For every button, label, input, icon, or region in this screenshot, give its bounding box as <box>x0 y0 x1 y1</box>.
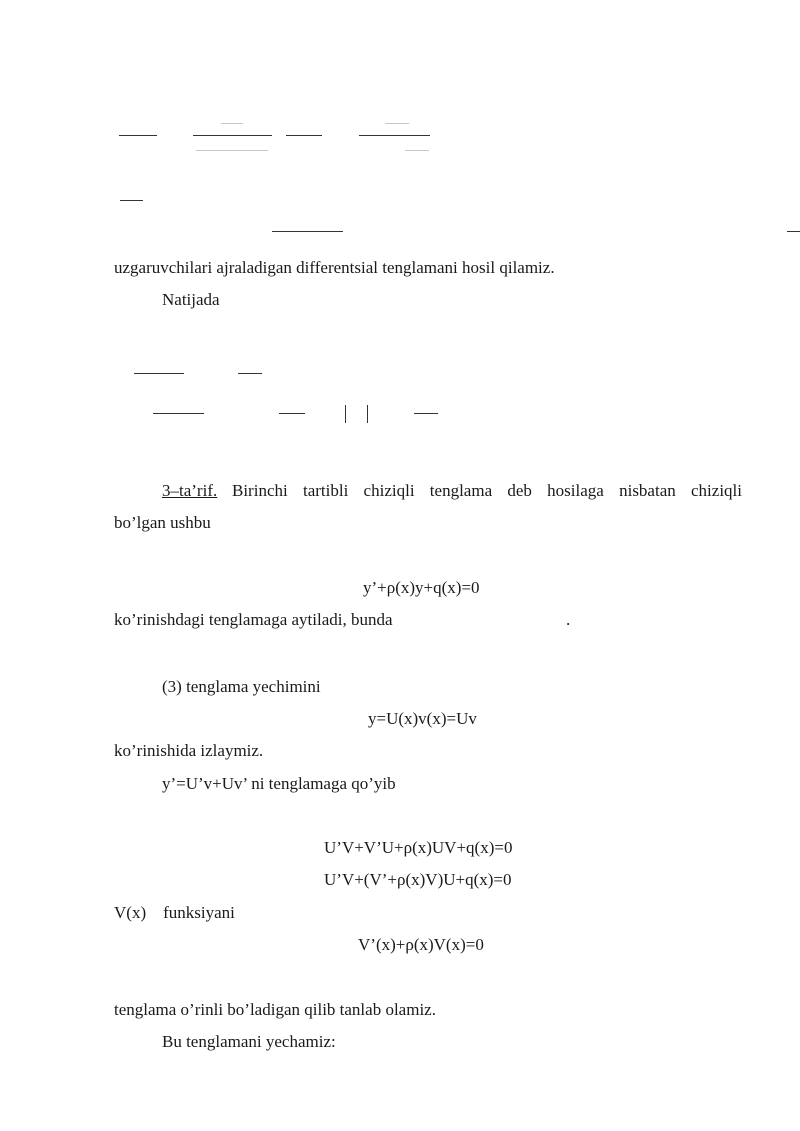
paragraph-line: y’=U’v+Uv’ ni tenglamaga qo’yib <box>162 774 396 793</box>
formula-rule <box>221 123 243 124</box>
equation: y’+ρ(x)y+q(x)=0 <box>363 578 480 597</box>
formula-rule <box>279 413 305 414</box>
formula-rule <box>196 150 268 151</box>
definition-text: Birinchi tartibli chiziqli tenglama deb hosilaga nisbatan chiziqli <box>232 481 742 500</box>
paragraph-line: tenglama o’rinli bo’ladigan qilib tanlab olamiz. <box>114 1000 436 1019</box>
formula-rule <box>787 231 800 232</box>
trailing-dot: . <box>566 610 571 629</box>
formula-rule <box>359 135 430 136</box>
formula-rule <box>119 135 157 136</box>
paragraph-line: Bu tenglamani yechamiz: <box>162 1032 336 1051</box>
equation: U’V+(V’+ρ(x)V)U+q(x)=0 <box>324 870 512 889</box>
formula-rule <box>286 135 322 136</box>
formula-rule <box>134 373 184 374</box>
definition-term: 3–ta’rif. <box>162 481 218 500</box>
abs-bar <box>367 405 368 423</box>
formula-rule <box>414 413 438 414</box>
paragraph-line: uzgaruvchilari ajraladigan differentsial tenglamani hosil qilamiz. <box>114 258 555 277</box>
formula-rule <box>238 373 262 374</box>
formula-rule <box>120 200 143 201</box>
equation: V’(x)+ρ(x)V(x)=0 <box>358 935 484 954</box>
paragraph-line: V(x) funksiyani <box>114 903 235 922</box>
paragraph-line: ko’rinishida izlaymiz. <box>114 741 264 760</box>
formula-rule <box>193 135 272 136</box>
abs-bar <box>345 405 346 423</box>
equation: y=U(x)v(x)=Uv <box>368 709 477 728</box>
formula-rule <box>153 413 204 414</box>
paragraph-line: (3) tenglama yechimini <box>162 677 321 696</box>
paragraph-line: bo’lgan ushbu <box>114 513 211 532</box>
formula-rule <box>385 123 409 124</box>
formula-rule <box>272 231 343 232</box>
paragraph-line: Natijada <box>162 290 220 309</box>
definition-label <box>162 481 217 501</box>
paragraph-line: ko’rinishdagi tenglamaga aytiladi, bunda <box>114 610 393 629</box>
formula-rule <box>405 150 429 151</box>
equation: U’V+V’U+ρ(x)UV+q(x)=0 <box>324 838 513 857</box>
